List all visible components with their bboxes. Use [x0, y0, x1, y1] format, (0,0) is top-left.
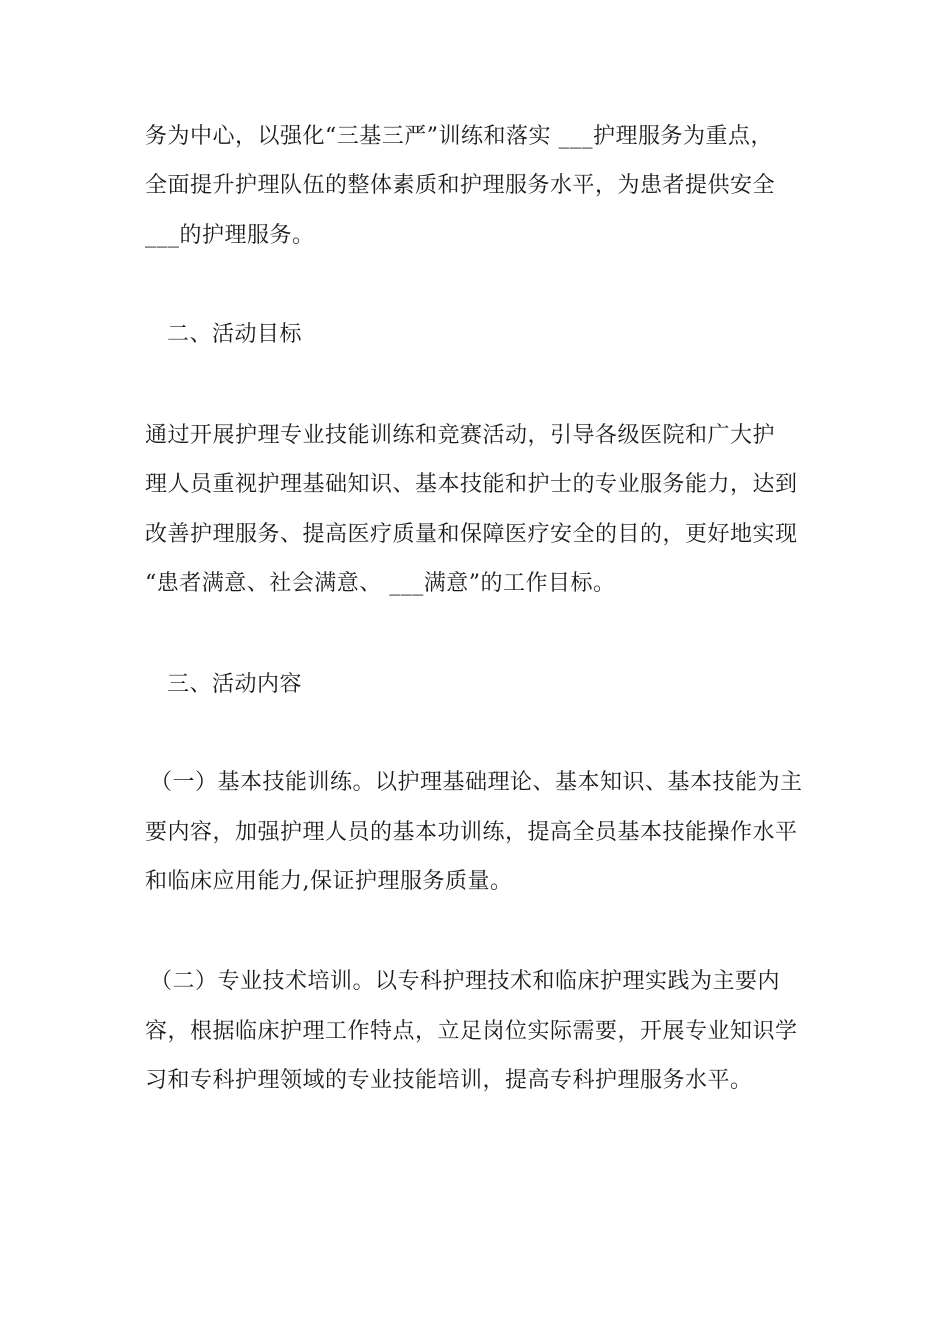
- content-item1-line-2: 要内容，加强护理人员的基本功训练，提高全员基本技能操作水平: [145, 820, 798, 845]
- content-item1-line-3: 和临床应用能力,保证护理服务质量。: [145, 869, 513, 894]
- goals-line-3: 改善护理服务、提高医疗质量和保障医疗安全的目的，更好地实现: [145, 522, 798, 547]
- section-heading-content: 三、活动内容: [167, 672, 303, 697]
- content-item2-line-2: 容，根据临床护理工作特点，立足岗位实际需要，开展专业知识学: [145, 1019, 798, 1044]
- content-item1-line-1: （一）基本技能训练。以护理基础理论、基本知识、基本技能为主: [150, 770, 803, 795]
- goals-line-2: 理人员重视护理基础知识、基本技能和护士的专业服务能力，达到: [145, 472, 798, 497]
- intro-line-1: 务为中心，以强化“三基三严”训练和落实 ___护理服务为重点，: [145, 124, 773, 149]
- content-item2-line-3: 习和专科护理领域的专业技能培训，提高专科护理服务水平。: [145, 1068, 753, 1093]
- goals-line-1: 通过开展护理专业技能训练和竞赛活动，引导各级医院和广大护: [145, 423, 776, 448]
- goals-line-4: “患者满意、社会满意、 ___满意”的工作目标。: [145, 571, 616, 596]
- section-heading-goals: 二、活动目标: [167, 322, 303, 347]
- content-item2-line-1: （二）专业技术培训。以专科护理技术和临床护理实践为主要内: [150, 969, 781, 994]
- intro-line-3: ___的护理服务。: [145, 223, 315, 248]
- intro-line-2: 全面提升护理队伍的整体素质和护理服务水平，为患者提供安全: [145, 173, 776, 198]
